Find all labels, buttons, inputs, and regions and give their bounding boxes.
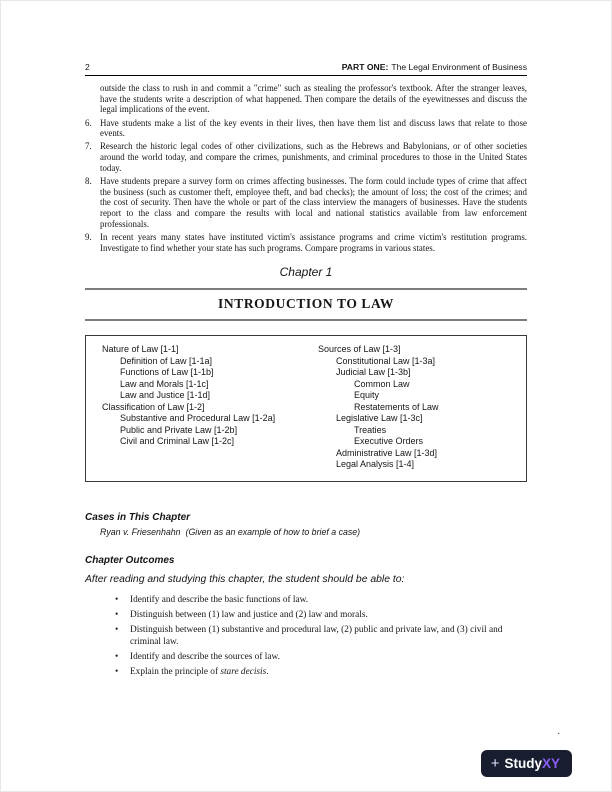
outline-item: Constitutional Law [1-3a] xyxy=(336,355,436,366)
part-label: PART ONE: xyxy=(341,62,389,72)
outcomes-intro: After reading and studying this chapter, the student should be able to: xyxy=(85,573,405,585)
outline-item: Classification of Law [1-2] xyxy=(102,401,205,412)
cases-heading: Cases in This Chapter xyxy=(85,511,191,523)
bullet-text-pre: Identify and describe the sources of law. xyxy=(130,651,280,662)
bullet-item xyxy=(85,595,527,607)
list-item-text: Have students prepare a survey form on crimes affecting businesses. The form could include types of crime that affect the business (such as customer theft, employee theft, and bad checks); the amount of loss; the cost of the crimes; and the cost of security. Then have the whole or part of the class interview the managers of businesses. Have the students report to the class and compare the results with local and national statistics available from law enforcement professionals. xyxy=(100,176,527,229)
chapter-outline-box xyxy=(85,335,527,482)
list-item-text: Have students make a list of the key events in their lives, then have them list and discuss laws that relate to those events. xyxy=(100,117,527,139)
bullet-marker: • xyxy=(115,651,119,662)
outline-item: Judicial Law [1-3b] xyxy=(336,367,411,378)
outcomes-heading: Chapter Outcomes xyxy=(85,554,175,566)
bullet-text-pre: Distinguish between (1) substantive and procedural law, (2) public and private law, and (3) civil and criminal law. xyxy=(130,625,503,647)
outline-left-column xyxy=(102,344,318,471)
page-number: 2 xyxy=(85,62,90,72)
list-item xyxy=(85,176,527,229)
bullet-marker: • xyxy=(115,594,119,605)
bullet-text xyxy=(130,610,527,622)
bullet-text-pre: Identify and describe the basic functions of law. xyxy=(130,594,309,605)
bullet-item xyxy=(85,625,527,648)
outline-item: Equity xyxy=(354,390,380,401)
outline-item: Definition of Law [1-1a] xyxy=(120,355,213,366)
outline-item: Public and Private Law [1-2b] xyxy=(120,424,238,435)
bullet-marker: • xyxy=(115,625,119,636)
outline-item: Legal Analysis [1-4] xyxy=(336,459,415,470)
outline-right-column xyxy=(318,344,516,471)
bullet-text xyxy=(130,625,527,648)
brand-text-study: Study xyxy=(504,756,542,771)
bullet-item xyxy=(85,652,527,664)
outline-item: Law and Morals [1-1c] xyxy=(120,378,209,389)
studyxy-logo[interactable] xyxy=(481,750,572,777)
list-item xyxy=(85,118,527,139)
outline-item: Nature of Law [1-1] xyxy=(102,344,179,355)
list-item-number: 6. xyxy=(85,117,92,128)
list-item-number: 9. xyxy=(85,231,92,242)
bullet-item xyxy=(85,667,527,679)
bullet-marker: • xyxy=(115,667,119,678)
bullet-text xyxy=(130,595,527,607)
stray-dot: . xyxy=(557,726,560,737)
list-item-text: In recent years many states have instituted victim's assistance programs and crime victim's restitution programs. Investigate to find whether your state has such programs. Compare programs in various states. xyxy=(100,231,527,253)
page-header xyxy=(85,62,527,76)
bullet-text-italic: stare decisis xyxy=(220,667,267,678)
outline-item: Functions of Law [1-1b] xyxy=(120,367,214,378)
part-title: The Legal Environment of Business xyxy=(391,62,527,72)
outline-item: Administrative Law [1-3d] xyxy=(336,447,438,458)
continuation-paragraph: outside the class to rush in and commit a "crime" such as stealing the professor's textbook. After the stranger leaves, have the students write a description of what happened. Then compare the details of the eyewitnesses and discuss the legal implications of the event. xyxy=(100,83,527,115)
bullet-text xyxy=(130,652,527,664)
outline-item: Common Law xyxy=(354,378,410,389)
outline-item: Executive Orders xyxy=(354,436,424,447)
bullet-text xyxy=(130,667,527,679)
bullet-marker: • xyxy=(115,610,119,621)
list-item xyxy=(85,232,527,253)
list-item-number: 8. xyxy=(85,176,92,186)
running-title xyxy=(342,62,527,72)
list-item-number: 7. xyxy=(85,141,92,152)
bullet-item xyxy=(85,610,527,622)
chapter-title-block xyxy=(85,288,527,321)
outline-item: Legislative Law [1-3c] xyxy=(336,413,423,424)
outcomes-bullet-list xyxy=(85,595,527,679)
brand-text-xy: XY xyxy=(541,756,560,771)
case-note: (Given as an example of how to brief a case) xyxy=(185,526,361,537)
outline-item: Civil and Criminal Law [1-2c] xyxy=(120,436,235,447)
case-name: Ryan v. Friesenhahn xyxy=(100,526,181,537)
chapter-label: Chapter 1 xyxy=(279,265,333,280)
bullet-text-pre: Explain the principle of xyxy=(130,667,221,678)
outline-item: Restatements of Law xyxy=(354,401,439,412)
outline-item: Treaties xyxy=(354,424,387,435)
list-item xyxy=(85,141,527,173)
activities-list xyxy=(85,83,527,253)
case-line xyxy=(100,527,527,537)
outline-item: Sources of Law [1-3] xyxy=(318,344,401,355)
chapter-title: INTRODUCTION TO LAW xyxy=(218,296,394,312)
list-item-text: Research the historic legal codes of other civilizations, such as the Hebrews and Babylonians, or of other societies around the world today, and compare the crimes, punishments, and criminal procedures to those in the United States today. xyxy=(100,141,527,173)
plus-icon: + xyxy=(490,755,500,772)
bullet-text-post: . xyxy=(266,667,269,678)
outline-item: Substantive and Procedural Law [1-2a] xyxy=(120,413,276,424)
outline-item: Law and Justice [1-1d] xyxy=(120,390,211,401)
bullet-text-pre: Distinguish between (1) law and justice and (2) law and morals. xyxy=(130,610,368,621)
